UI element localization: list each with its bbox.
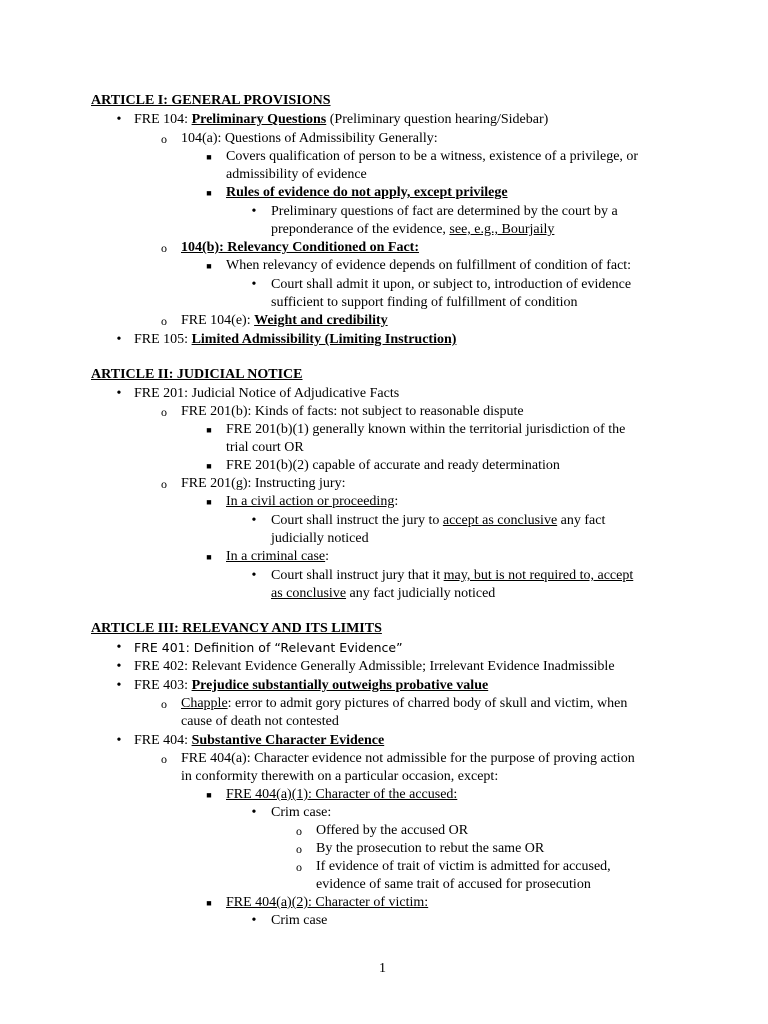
- section-heading: ARTICLE I: GENERAL PROVISIONS: [91, 93, 331, 108]
- bullet-circle: o: [161, 697, 167, 711]
- outline-item: FRE 404: Substantive Character Evidence: [134, 733, 385, 748]
- outline-item-continued: trial court OR: [226, 440, 304, 455]
- outline-item: FRE 201(b)(1) generally known within the territorial jurisdiction of the: [226, 422, 626, 437]
- outline-item: FRE 104: Preliminary Questions (Preliminary question hearing/Sidebar): [134, 112, 549, 127]
- page-number: 1: [379, 961, 386, 976]
- outline-item: Covers qualification of person to be a witness, existence of a privilege, or: [226, 149, 639, 164]
- bullet-square: ■: [206, 152, 212, 162]
- outline-item: FRE 401: Definition of “Relevant Evidence”: [134, 640, 403, 655]
- outline-item: Court shall admit it upon, or subject to, introduction of evidence: [271, 277, 632, 292]
- bullet-disc: •: [116, 659, 122, 674]
- bullet-circle: o: [296, 842, 302, 856]
- bullet-circle: o: [161, 241, 167, 255]
- bullet-square: ■: [206, 790, 212, 800]
- outline-item: 104(a): Questions of Admissibility Generally:: [181, 131, 438, 146]
- bullet-circle: o: [161, 132, 167, 146]
- bullet-disc: •: [116, 733, 122, 748]
- outline-item-continued: in conformity therewith on a particular occasion, except:: [181, 769, 499, 784]
- outline-item-continued: admissibility of evidence: [226, 167, 367, 182]
- bullet-square: ■: [206, 552, 212, 562]
- bullet-disc: •: [116, 332, 122, 347]
- section-heading: ARTICLE II: JUDICIAL NOTICE: [91, 367, 303, 382]
- bullet-square: ■: [206, 188, 212, 198]
- outline-item: FRE 201(g): Instructing jury:: [181, 476, 346, 491]
- outline-item: Crim case:: [271, 805, 332, 820]
- bullet-disc: •: [251, 204, 257, 219]
- bullet-disc: •: [116, 386, 122, 401]
- bullet-disc: •: [251, 913, 257, 928]
- bullet-square: ■: [206, 461, 212, 471]
- bullet-disc: •: [251, 513, 257, 528]
- bullet-circle: o: [161, 752, 167, 766]
- bullet-circle: o: [296, 860, 302, 874]
- outline-item: FRE 404(a)(1): Character of the accused:: [226, 787, 458, 802]
- outline-item: Court shall instruct jury that it may, but is not required to, accept: [271, 568, 634, 583]
- bullet-disc: •: [116, 112, 122, 127]
- outline-item: In a criminal case:: [226, 549, 330, 564]
- outline-item: By the prosecution to rebut the same OR: [316, 841, 545, 856]
- outline-item-continued: as conclusive any fact judicially noticed: [271, 586, 496, 601]
- outline-item: FRE 105: Limited Admissibility (Limiting Instruction): [134, 332, 457, 347]
- outline-item: FRE 404(a)(2): Character of victim:: [226, 895, 429, 910]
- outline-item: 104(b): Relevancy Conditioned on Fact:: [181, 240, 419, 255]
- outline-item-continued: sufficient to support finding of fulfillment of condition: [271, 295, 578, 310]
- outline-item: FRE 402: Relevant Evidence Generally Admissible; Irrelevant Evidence Inadmissible: [134, 659, 615, 674]
- outline-item: FRE 404(a): Character evidence not admissible for the purpose of proving action: [181, 751, 635, 766]
- bullet-disc: •: [251, 805, 257, 820]
- bullet-square: ■: [206, 497, 212, 507]
- outline-item: FRE 104(e): Weight and credibility: [181, 313, 388, 328]
- outline-item: Offered by the accused OR: [316, 823, 469, 838]
- outline-item: Chapple: error to admit gory pictures of charred body of skull and victim, when: [181, 696, 628, 711]
- bullet-square: ■: [206, 898, 212, 908]
- bullet-circle: o: [296, 824, 302, 838]
- outline-item: Crim case: [271, 913, 328, 928]
- outline-item: FRE 201: Judicial Notice of Adjudicative Facts: [134, 386, 400, 401]
- bullet-circle: o: [161, 477, 167, 491]
- bullet-disc: •: [116, 678, 122, 693]
- outline-item-continued: judicially noticed: [271, 531, 369, 546]
- outline-item: If evidence of trait of victim is admitted for accused,: [316, 859, 611, 874]
- outline-item: FRE 201(b)(2) capable of accurate and ready determination: [226, 458, 560, 473]
- bullet-disc: •: [116, 640, 122, 655]
- outline-item-continued: evidence of same trait of accused for prosecution: [316, 877, 591, 892]
- bullet-disc: •: [251, 568, 257, 583]
- bullet-circle: o: [161, 405, 167, 419]
- section-heading: ARTICLE III: RELEVANCY AND ITS LIMITS: [91, 621, 382, 636]
- bullet-disc: •: [251, 277, 257, 292]
- bullet-square: ■: [206, 425, 212, 435]
- bullet-circle: o: [161, 314, 167, 328]
- outline-item: In a civil action or proceeding:: [226, 494, 399, 509]
- outline-item: FRE 201(b): Kinds of facts: not subject to reasonable dispute: [181, 404, 524, 419]
- outline-item: Rules of evidence do not apply, except privilege: [226, 185, 508, 200]
- outline-item: FRE 403: Prejudice substantially outweighs probative value: [134, 678, 489, 693]
- outline-item: When relevancy of evidence depends on fulfillment of condition of fact:: [226, 258, 632, 273]
- outline-item-continued: cause of death not contested: [181, 714, 339, 729]
- bullet-square: ■: [206, 261, 212, 271]
- outline-item: Preliminary questions of fact are determined by the court by a: [271, 204, 618, 219]
- outline-item-continued: preponderance of the evidence, see, e.g., Bourjaily: [271, 222, 555, 237]
- outline-item: Court shall instruct the jury to accept as conclusive any fact: [271, 513, 606, 528]
